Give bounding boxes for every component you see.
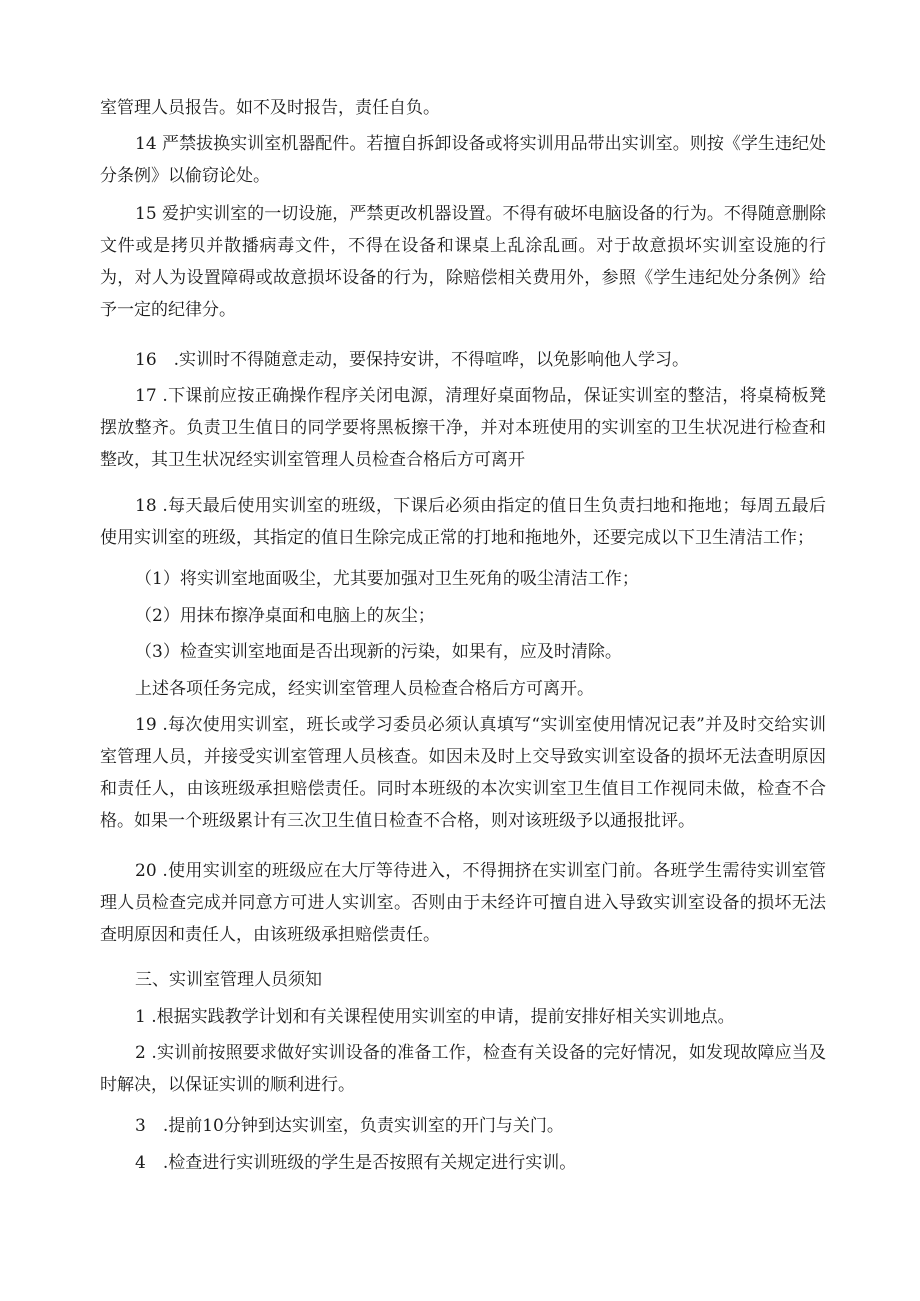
paragraph-continued: 室管理人员报告。如不及时报告，责任自负。 [100,98,440,118]
rule-18-item-2: （2）用抹布擦净桌面和电脑上的灰尘； [135,606,435,626]
manager-rule-3: 3 .提前10分钟到达实训室，负责实训室的开门与关门。 [135,1116,564,1136]
rule-15-paragraph: 15 爱护实训室的一切设施，严禁更改机器设置。不得有破坏电脑设备的行为。不得随意删除文件或是拷贝并散播病毒文件，不得在设备和课桌上乱涂乱画。对于故意损坏实训室设施的行为，对人为设置障碍或故意损坏设备的行为，除赔偿相关费用外，参照《学生违纪处分条例》给予一定的纪律分。 [100,204,826,320]
rule-18-paragraph: 18 .每天最后使用实训室的班级，下课后必须由指定的值日生负责扫地和拖地；每周五最后使用实训室的班级，其指定的值日生除完成正常的打地和拖地外，还要完成以下卫生清洁工作； [100,496,826,548]
manager-rule-2: 2 .实训前按照要求做好实训设备的准备工作，检查有关设备的完好情况，如发现故障应当及时解决，以保证实训的顺利进行。 [100,1043,826,1095]
rule-17-paragraph: 17 .下课前应按正确操作程序关闭电源，清理好桌面物品，保证实训室的整洁，将桌椅板凳摆放整齐。负责卫生值日的同学要将黑板擦干净，并对本班使用的实训室的卫生状况进行检查和整改，其卫生状况经实训室管理人员检查合格后方可离开 [100,386,826,470]
section-3-heading: 三、实训室管理人员须知 [135,970,322,990]
manager-rule-4: 4 .检查进行实训班级的学生是否按照有关规定进行实训。 [135,1153,577,1173]
rule-18-item-3: （3）检查实训室地面是否出现新的污染，如果有，应及时清除。 [135,642,622,662]
rule-20-paragraph: 20 .使用实训室的班级应在大厅等待进入，不得拥挤在实训室门前。各班学生需待实训室管理人员检查完成并同意方可进人实训室。否则由于未经许可擅自进入导致实训室设备的损坏无法查明原因和责任人，由该班级承担赔偿责任。 [100,861,826,945]
rule-14-paragraph: 14 严禁拔换实训室机器配件。若擅自拆卸设备或将实训用品带出实训室。则按《学生违纪处分条例》以偷窃论处。 [100,134,826,186]
rule-18-item-1: （1）将实训室地面吸尘，尤其要加强对卫生死角的吸尘清洁工作； [135,569,639,589]
rule-19-paragraph: 19 .每次使用实训室，班长或学习委员必须认真填写“实训室使用情况记表”并及时交给实训室管理人员，并接受实训室管理人员核查。如因未及时上交导致实训室设备的损坏无法查明原因和责任人，由该班级承担赔偿责任。同时本班级的本次实训室卫生值目工作视同未做，检查不合格。如果一个班级累计有三次卫生值日检查不合格，则对该班级予以通报批评。 [100,715,826,831]
rule-16-paragraph: 16 .实训时不得随意走动，要保持安讲，不得喧哗，以免影响他人学习。 [135,350,690,370]
rule-18-summary: 上述各项任务完成，经实训室管理人员检查合格后方可离开。 [135,679,594,699]
manager-rule-1: 1 .根据实践教学计划和有关课程使用实训室的申请，提前安排好相关实训地点。 [135,1007,735,1027]
